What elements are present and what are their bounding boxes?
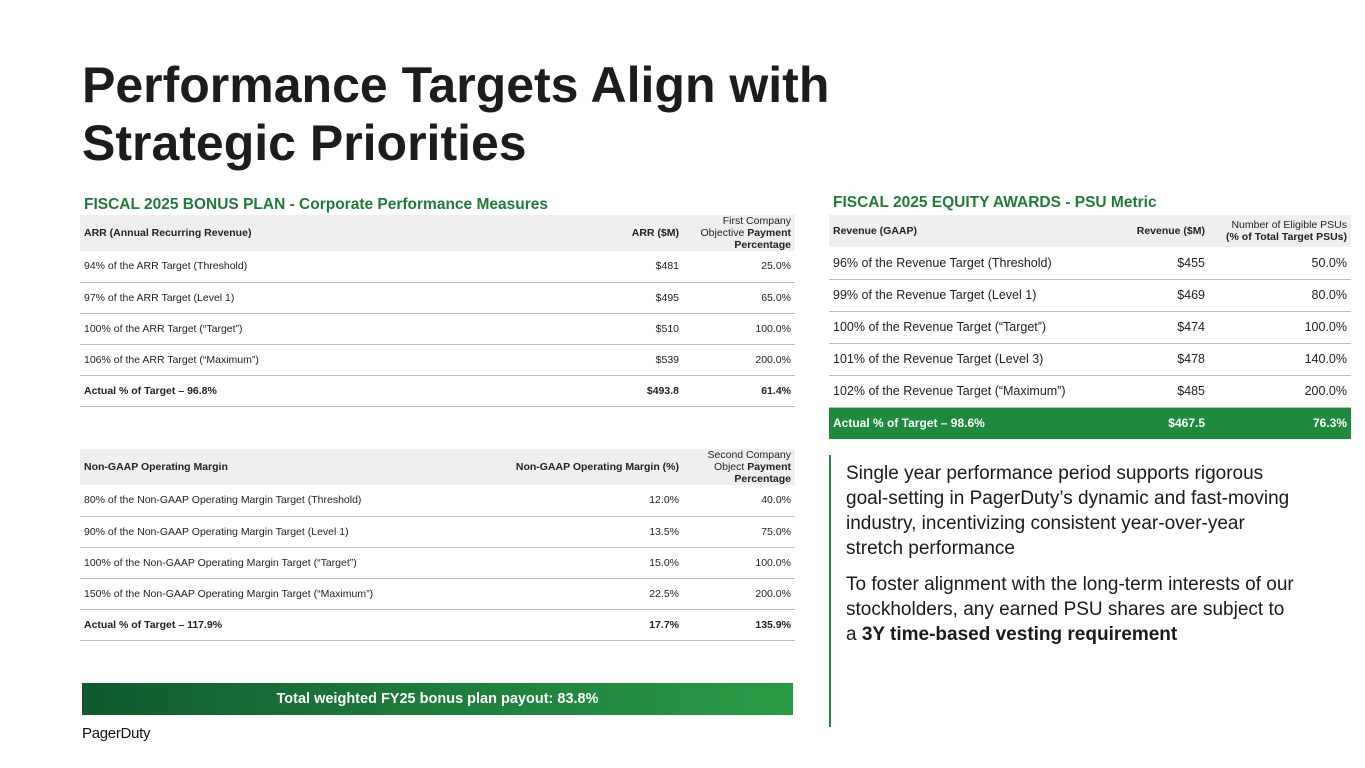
row-label: Actual % of Target – 98.6% (829, 407, 1079, 439)
row-payment: 200.0% (683, 578, 795, 609)
row-psus: 50.0% (1209, 247, 1351, 279)
table-row (80, 547, 795, 578)
row-value: 17.7% (415, 609, 683, 640)
row-label: 150% of the Non-GAAP Operating Margin Target (“Maximum”) (80, 578, 415, 609)
table-row (829, 311, 1351, 343)
row-payment: 200.0% (683, 344, 795, 375)
margin-header-col1: Non-GAAP Operating Margin (80, 449, 415, 485)
margin-header-col3-bold: Payment Percentage (734, 461, 791, 485)
row-psus: 140.0% (1209, 343, 1351, 375)
note-single-year: Single year performance period supports rigorous goal-setting in PagerDuty’s dynamic and fast-moving industry, incentivizing consistent year-over-year stretch performance (846, 463, 1290, 559)
table-row-actual (829, 407, 1351, 439)
row-payment: 25.0% (683, 251, 795, 282)
bonus-payout-banner: Total weighted FY25 bonus plan payout: 83.8% (82, 683, 793, 715)
row-value: $495 (500, 282, 683, 313)
row-value: $485 (1079, 375, 1209, 407)
row-value: $481 (500, 251, 683, 282)
arr-table-header (80, 215, 795, 251)
table-row-actual (80, 609, 795, 640)
arr-header-col3 (683, 215, 795, 251)
row-payment: 65.0% (683, 282, 795, 313)
table-row-actual (80, 375, 795, 406)
note-vesting-text: To foster alignment with the long-term interests of our stockholders, any earned PSU shares are subject to a (846, 574, 1294, 645)
table-row (80, 251, 795, 282)
psu-header-col2: Revenue ($M) (1079, 215, 1209, 247)
pagerduty-logo: PagerDuty (82, 725, 151, 742)
table-row (80, 282, 795, 313)
row-payment: 40.0% (683, 485, 795, 516)
row-label: 106% of the ARR Target (“Maximum”) (80, 344, 500, 375)
row-value: $493.8 (500, 375, 683, 406)
row-label: 90% of the Non-GAAP Operating Margin Target (Level 1) (80, 516, 415, 547)
row-payment: 61.4% (683, 375, 795, 406)
table-row (829, 279, 1351, 311)
table-row (80, 344, 795, 375)
row-label: Actual % of Target – 96.8% (80, 375, 500, 406)
arr-header-col3-bold: Payment Percentage (734, 227, 791, 251)
row-label: 94% of the ARR Target (Threshold) (80, 251, 500, 282)
bonus-plan-section-title: FISCAL 2025 BONUS PLAN - Corporate Performance Measures (84, 196, 548, 213)
psu-table-header (829, 215, 1351, 247)
table-row (80, 578, 795, 609)
row-value: $469 (1079, 279, 1209, 311)
row-psus: 76.3% (1209, 407, 1351, 439)
arr-header-col1: ARR (Annual Recurring Revenue) (80, 215, 500, 251)
green-divider (829, 455, 831, 727)
margin-header-col2: Non-GAAP Operating Margin (%) (415, 449, 683, 485)
row-payment: 135.9% (683, 609, 795, 640)
margin-table-header (80, 449, 795, 485)
psu-table (829, 215, 1351, 439)
row-payment: 75.0% (683, 516, 795, 547)
psu-header-col3-light: Number of Eligible PSUs (1231, 219, 1347, 231)
row-label: 100% of the ARR Target (“Target”) (80, 313, 500, 344)
row-value: $467.5 (1079, 407, 1209, 439)
row-label: 100% of the Revenue Target (“Target”) (829, 311, 1079, 343)
psu-header-col3-bold: (% of Total Target PSUs) (1226, 231, 1347, 243)
row-value: $474 (1079, 311, 1209, 343)
row-value: 13.5% (415, 516, 683, 547)
row-psus: 80.0% (1209, 279, 1351, 311)
row-payment: 100.0% (683, 313, 795, 344)
row-label: 96% of the Revenue Target (Threshold) (829, 247, 1079, 279)
row-label: 100% of the Non-GAAP Operating Margin Target (“Target”) (80, 547, 415, 578)
equity-awards-section-title: FISCAL 2025 EQUITY AWARDS - PSU Metric (833, 194, 1157, 211)
row-label: 102% of the Revenue Target (“Maximum”) (829, 375, 1079, 407)
table-row (80, 485, 795, 516)
row-value: $510 (500, 313, 683, 344)
table-row (829, 247, 1351, 279)
row-label: 97% of the ARR Target (Level 1) (80, 282, 500, 313)
row-value: $478 (1079, 343, 1209, 375)
margin-header-col3 (683, 449, 795, 485)
arr-header-col3-light: First Company Objective (700, 215, 791, 239)
note-vesting (846, 572, 1296, 647)
row-label: 99% of the Revenue Target (Level 1) (829, 279, 1079, 311)
table-row (829, 343, 1351, 375)
margin-table (80, 449, 795, 641)
arr-header-col2: ARR ($M) (500, 215, 683, 251)
row-label: 80% of the Non-GAAP Operating Margin Target (Threshold) (80, 485, 415, 516)
row-value: 22.5% (415, 578, 683, 609)
table-row (80, 516, 795, 547)
row-psus: 100.0% (1209, 311, 1351, 343)
row-psus: 200.0% (1209, 375, 1351, 407)
psu-header-col3 (1209, 215, 1351, 247)
note-vesting-bold: 3Y time-based vesting requirement (861, 624, 1178, 645)
psu-header-col1: Revenue (GAAP) (829, 215, 1079, 247)
row-value: 15.0% (415, 547, 683, 578)
row-payment: 100.0% (683, 547, 795, 578)
margin-header-col3-light: Second Company Object (707, 449, 791, 473)
row-label: 101% of the Revenue Target (Level 3) (829, 343, 1079, 375)
table-row (80, 313, 795, 344)
row-value: $539 (500, 344, 683, 375)
page-title: Performance Targets Align with Strategic Priorities (82, 57, 830, 171)
row-label: Actual % of Target – 117.9% (80, 609, 415, 640)
table-row (829, 375, 1351, 407)
row-value: 12.0% (415, 485, 683, 516)
row-value: $455 (1079, 247, 1209, 279)
arr-table (80, 215, 795, 407)
